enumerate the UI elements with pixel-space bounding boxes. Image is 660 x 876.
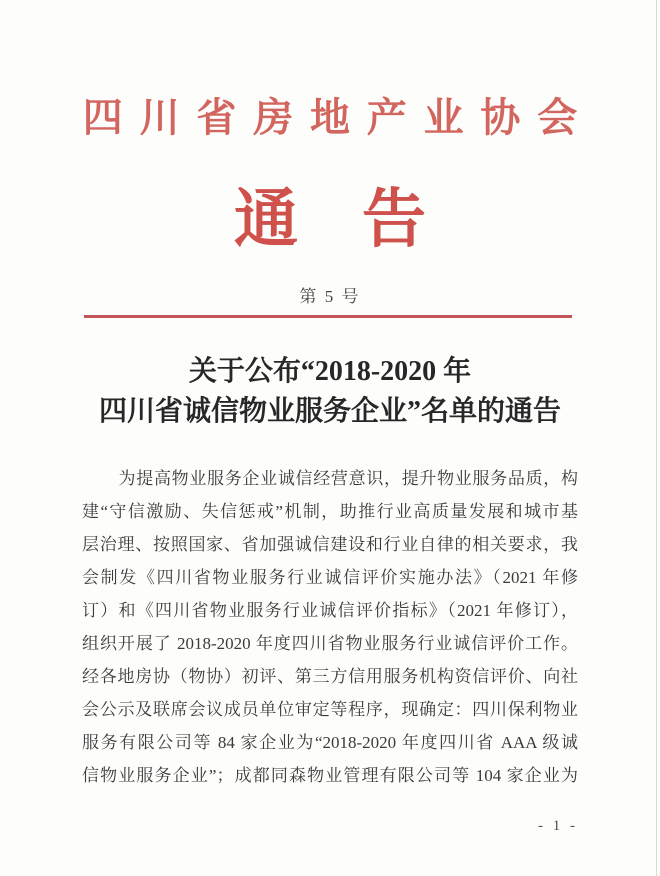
doc-type-heading: 通 告: [234, 184, 426, 255]
doc-number: 第 5 号: [299, 287, 361, 306]
body-line: 组织开展了 2018-2020 年度四川省物业服务行业诚信评价工作。: [82, 634, 578, 653]
page-number: - 1 -: [538, 818, 578, 834]
body-line: 层治理、按照国家、省加强诚信建设和行业自律的相关要求，我: [82, 535, 578, 554]
notice-title: [40, 352, 620, 432]
red-divider-line: [84, 315, 572, 318]
body-line: 订）和《四川省物业服务行业诚信评价指标》（2021 年修订），: [82, 601, 578, 620]
notice-title-line2: 四川省诚信物业服务企业”名单的通告: [98, 396, 561, 427]
body-line: 会公示及联席会议成员单位审定等程序，现确定：四川保利物业: [82, 700, 578, 719]
notice-title-line1: 关于公布“2018-2020 年: [188, 356, 472, 387]
body-line: 信物业服务企业”；成都同森物业管理有限公司等 104 家企业为: [82, 766, 578, 785]
notice-body: [82, 462, 578, 792]
body-line: 服务有限公司等 84 家企业为“2018-2020 年度四川省 AAA 级诚: [82, 733, 578, 752]
body-line: 为提高物业服务企业诚信经营意识，提升物业服务品质，构: [118, 469, 578, 488]
org-name-heading: 四川省房地产业协会: [82, 95, 594, 140]
body-line: 经各地房协（物协）初评、第三方信用服务机构资信评价、向社: [82, 667, 578, 686]
body-line: 会制发《四川省物业服务行业诚信评价实施办法》（2021 年修: [82, 568, 578, 587]
body-line: 建“守信激励、失信惩戒”机制，助推行业高质量发展和城市基: [82, 502, 578, 521]
